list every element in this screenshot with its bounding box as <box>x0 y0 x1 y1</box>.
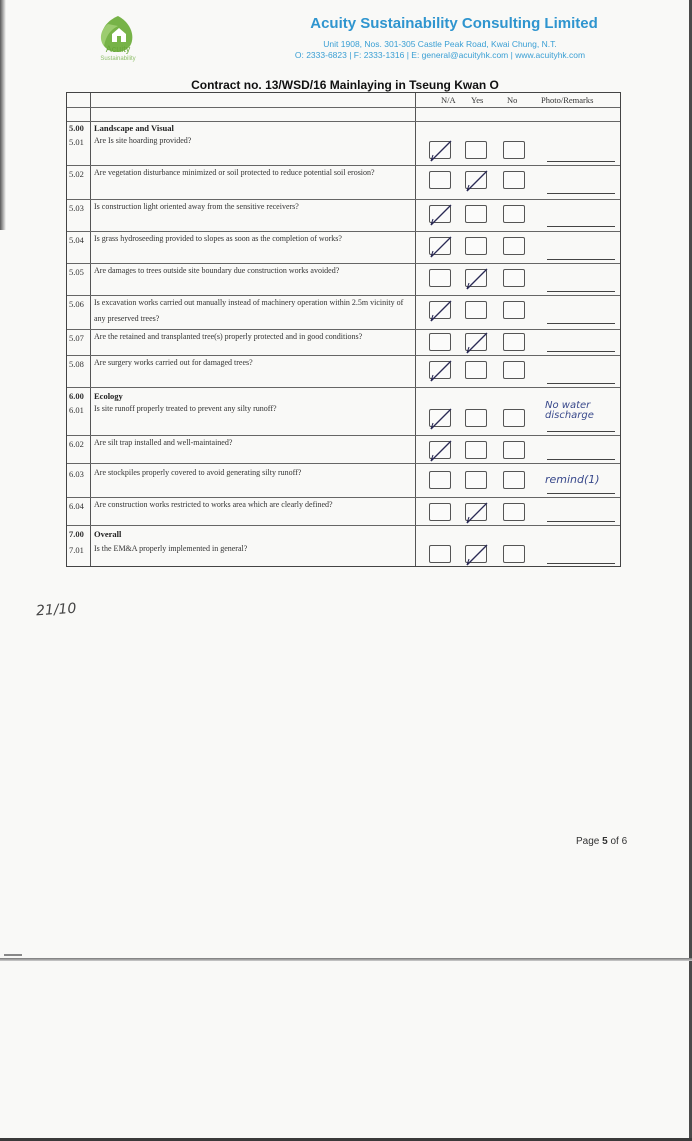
checkbox-yes[interactable] <box>465 205 487 223</box>
check-mark-icon <box>428 299 454 323</box>
company-address-block <box>250 39 630 61</box>
checkbox-na[interactable] <box>429 471 451 489</box>
check-mark-icon <box>464 501 490 525</box>
check-mark-icon <box>428 235 454 259</box>
logo-text <box>84 44 152 64</box>
checkbox-no[interactable] <box>503 171 525 189</box>
checkbox-na[interactable] <box>429 333 451 351</box>
checkbox-yes[interactable] <box>465 269 487 287</box>
logo-name: Acuity <box>105 44 131 54</box>
item-question: Are stockpiles properly covered to avoid generating silty runoff? <box>94 468 302 477</box>
row-divider <box>67 387 620 388</box>
checkbox-no[interactable] <box>503 409 525 427</box>
section-title: Landscape and Visual <box>94 123 174 133</box>
check-mark-icon <box>464 267 490 291</box>
checklist-table <box>66 92 621 567</box>
page-of: of <box>610 836 619 847</box>
checkbox-na[interactable] <box>429 503 451 521</box>
section-number: 5.00 <box>69 123 84 133</box>
check-mark-icon <box>428 139 454 163</box>
item-question: Is grass hydroseeding provided to slopes as soon as the completion of works? <box>94 234 342 243</box>
item-number: 5.03 <box>69 203 84 213</box>
item-question: Are construction works restricted to works area which are clearly defined? <box>94 500 333 509</box>
company-address: Unit 1908, Nos. 301-305 Castle Peak Road, Kwai Chung, N.T. <box>323 39 557 49</box>
handwritten-remark: No water discharge <box>545 400 594 421</box>
item-question <box>94 295 412 327</box>
company-contact: O: 2333-6823 | F: 2333-1316 | E: general@acuityhk.com | www.acuityhk.com <box>294 50 586 60</box>
check-mark-icon <box>428 407 454 431</box>
item-number: 5.02 <box>69 169 84 179</box>
checkbox-yes[interactable] <box>465 333 487 351</box>
item-question: Are Is site hoarding provided? <box>94 136 192 145</box>
checkbox-na[interactable] <box>429 361 451 379</box>
page-prefix: Page <box>576 836 600 847</box>
item-number: 7.01 <box>69 545 84 555</box>
checkbox-na[interactable] <box>429 141 451 159</box>
remark-line <box>547 351 615 352</box>
item-question: Is construction light oriented away from the sensitive receivers? <box>94 202 299 211</box>
remark-line <box>547 459 615 460</box>
row-divider <box>67 463 620 464</box>
check-mark-icon <box>464 331 490 355</box>
column-header-na: N/A <box>441 95 456 105</box>
checkbox-no[interactable] <box>503 141 525 159</box>
checkbox-no[interactable] <box>503 237 525 255</box>
checkbox-yes[interactable] <box>465 141 487 159</box>
item-question: Are surgery works carried out for damaged trees? <box>94 358 253 367</box>
item-number: 5.04 <box>69 235 84 245</box>
checkbox-yes[interactable] <box>465 441 487 459</box>
handwritten-remark: remind(1) <box>545 473 600 486</box>
row-divider <box>67 525 620 526</box>
column-header-no: No <box>507 95 518 105</box>
section-title: Overall <box>94 529 122 539</box>
item-number: 6.03 <box>69 469 84 479</box>
item-number: 6.02 <box>69 439 84 449</box>
checkbox-yes[interactable] <box>465 171 487 189</box>
checkbox-yes[interactable] <box>465 503 487 521</box>
page-current: 5 <box>602 836 608 847</box>
checkbox-no[interactable] <box>503 301 525 319</box>
check-mark-icon <box>428 203 454 227</box>
item-question: Is site runoff properly treated to prevent any silty runoff? <box>94 404 277 413</box>
item-number: 6.04 <box>69 501 84 511</box>
checkbox-no[interactable] <box>503 441 525 459</box>
item-number: 5.06 <box>69 299 84 309</box>
header-divider <box>67 107 620 108</box>
item-question-line: Is excavation works carried out manually instead of machinery operation within 2.5m vicinity of <box>94 298 404 307</box>
column-header-yes: Yes <box>471 95 484 105</box>
checkbox-yes[interactable] <box>465 545 487 563</box>
checkbox-na[interactable] <box>429 171 451 189</box>
checkbox-no[interactable] <box>503 361 525 379</box>
check-mark-icon <box>428 359 454 383</box>
item-number: 5.07 <box>69 333 84 343</box>
item-question: Are damages to trees outside site boundary due construction works avoided? <box>94 266 340 275</box>
remark-line <box>547 563 615 564</box>
checkbox-yes[interactable] <box>465 237 487 255</box>
fold-tick <box>4 954 22 956</box>
item-question: Are vegetation disturbance minimized or soil protected to reduce potential soil erosion? <box>94 168 375 177</box>
checkbox-na[interactable] <box>429 269 451 287</box>
checkbox-no[interactable] <box>503 471 525 489</box>
logo-subtitle: Sustainability <box>100 56 136 62</box>
checkbox-na[interactable] <box>429 205 451 223</box>
column-header-remarks: Photo/Remarks <box>541 95 594 105</box>
section-number: 7.00 <box>69 529 84 539</box>
handwritten-initials: 21/10 <box>35 600 77 620</box>
checkbox-yes[interactable] <box>465 409 487 427</box>
checkbox-na[interactable] <box>429 441 451 459</box>
check-mark-icon <box>428 439 454 463</box>
row-divider <box>67 121 620 122</box>
company-name: Acuity Sustainability Consulting Limited <box>310 15 598 32</box>
item-question-continued: any preserved trees? <box>94 314 160 323</box>
checkbox-yes[interactable] <box>465 361 487 379</box>
checkbox-no[interactable] <box>503 503 525 521</box>
item-number: 6.01 <box>69 405 84 415</box>
item-number: 5.05 <box>69 267 84 277</box>
item-question: Are silt trap installed and well-maintained? <box>94 438 233 447</box>
checkbox-na[interactable] <box>429 237 451 255</box>
checkbox-na[interactable] <box>429 545 451 563</box>
item-number: 5.01 <box>69 137 84 147</box>
remark-line <box>547 291 615 292</box>
item-number: 5.08 <box>69 359 84 369</box>
check-mark-icon <box>464 543 490 567</box>
checkbox-no[interactable] <box>503 333 525 351</box>
remark-line <box>547 161 615 162</box>
checkbox-yes[interactable] <box>465 471 487 489</box>
remark-line <box>547 193 615 194</box>
remark-line <box>547 226 615 227</box>
checkbox-no[interactable] <box>503 545 525 563</box>
page-total: 6 <box>621 836 628 847</box>
remark-line <box>547 323 615 324</box>
remark-line <box>547 383 615 384</box>
remark-line <box>547 431 615 432</box>
checkbox-no[interactable] <box>503 269 525 287</box>
remark-line <box>547 521 615 522</box>
checkbox-yes[interactable] <box>465 301 487 319</box>
checkbox-na[interactable] <box>429 301 451 319</box>
checkbox-no[interactable] <box>503 205 525 223</box>
remark-line <box>547 493 615 494</box>
fold-line <box>0 958 692 961</box>
section-number: 6.00 <box>69 391 84 401</box>
remark-line <box>547 259 615 260</box>
contract-title: Contract no. 13/WSD/16 Mainlaying in Tseung Kwan O <box>191 78 499 92</box>
page-number <box>576 836 627 847</box>
item-question: Are the retained and transplanted tree(s) properly protected and in good conditions? <box>94 332 363 341</box>
check-mark-icon <box>464 169 490 193</box>
checkbox-na[interactable] <box>429 409 451 427</box>
section-title: Ecology <box>94 391 123 401</box>
item-question: Is the EM&A properly implemented in general? <box>94 544 248 553</box>
scan-edge-left <box>0 0 6 230</box>
